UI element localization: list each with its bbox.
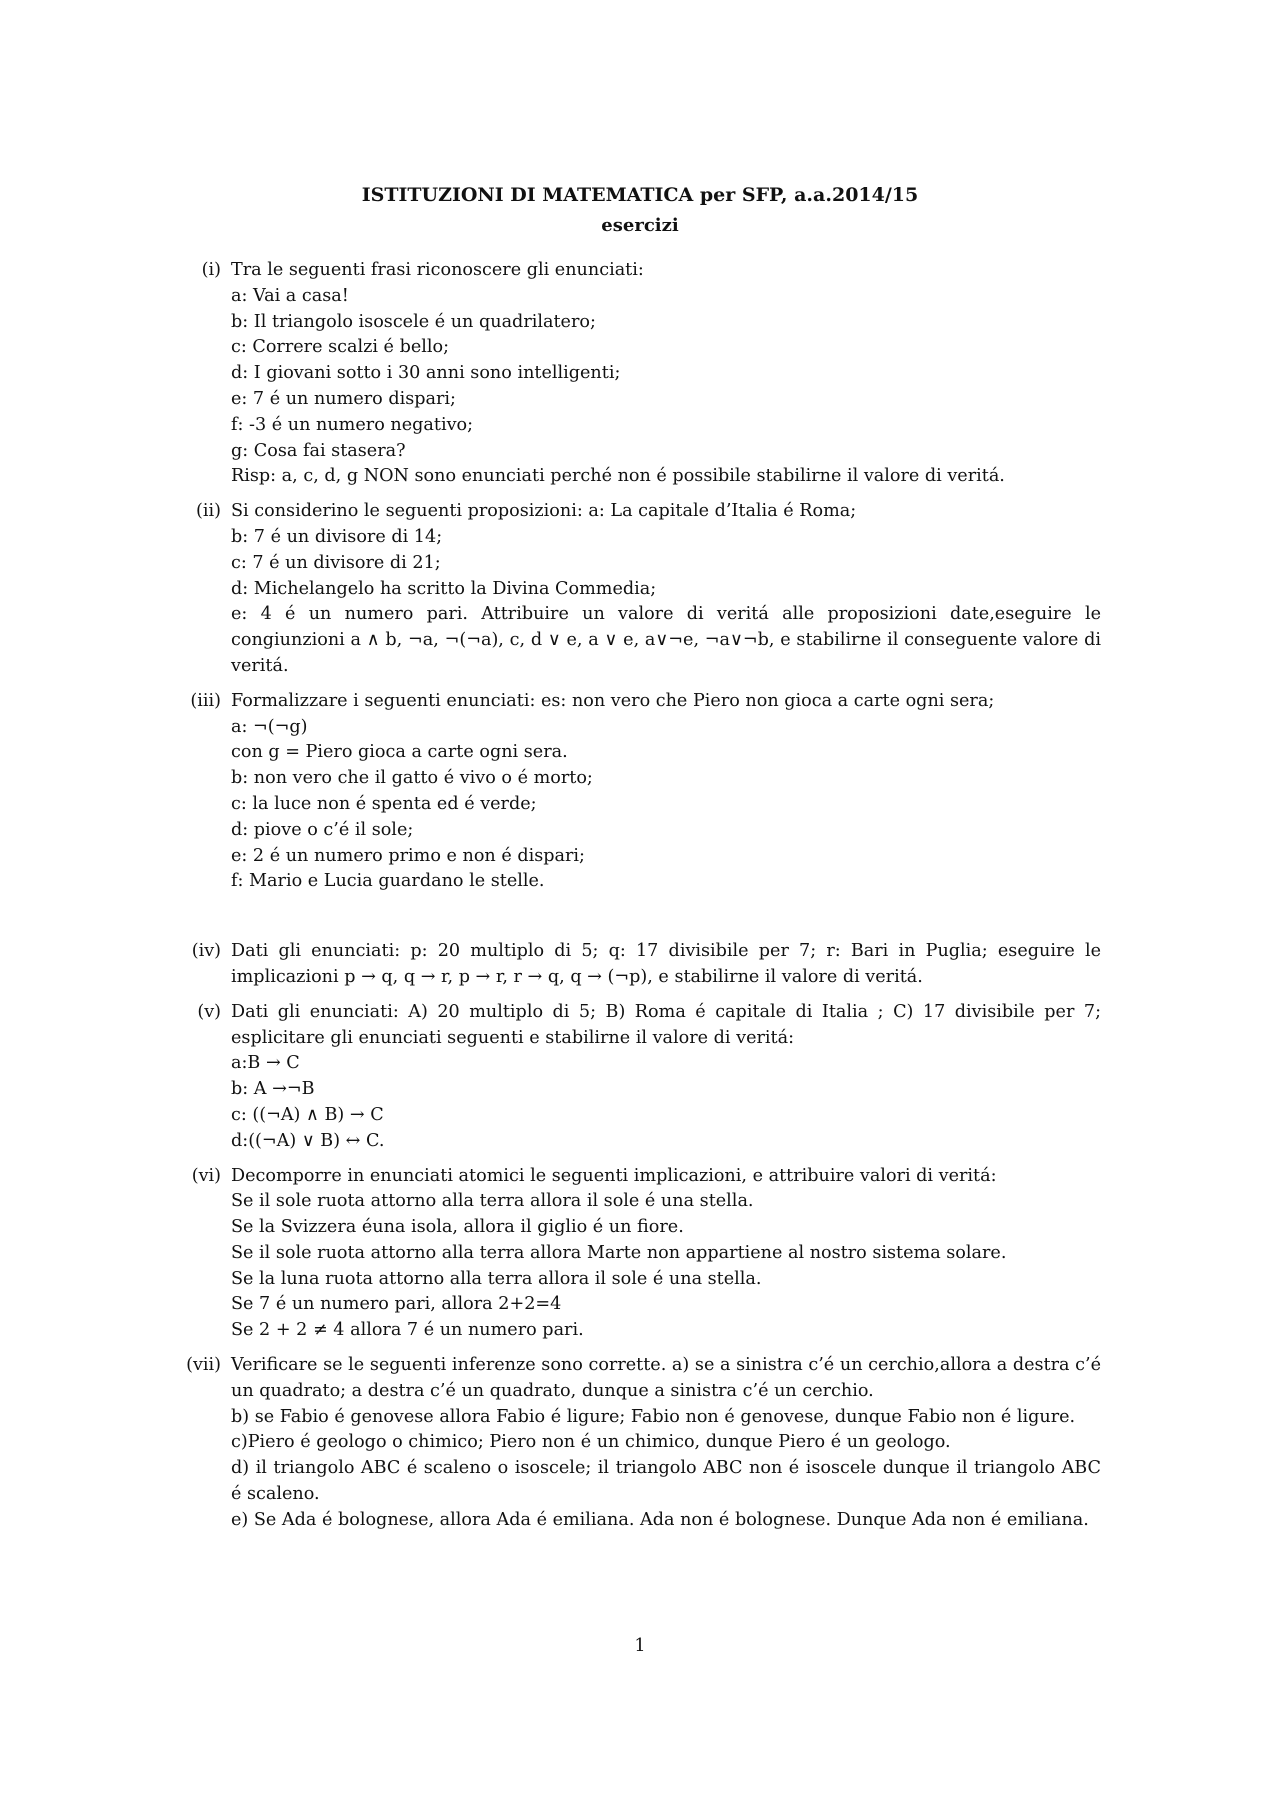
exercise-paragraph: Verificare se le seguenti inferenze sono corrette. a) se a sinistra c’é un cerchio,allora a destra c’é un quadrato; a destra c’é un quadrato, dunque a sinistra c’é un cerchio.	[231, 1355, 1101, 1401]
exercise-body	[231, 1353, 1101, 1534]
exercise-line: Decomporre in enunciati atomici le seguenti implicazioni, e attribuire valori di veritá:	[231, 1165, 997, 1186]
exercise-line: c: ((¬A) ∧ B) → C	[231, 1104, 384, 1125]
exercise-number: (ii)	[196, 501, 221, 522]
exercise-i	[0, 258, 1280, 490]
document-title: ISTITUZIONI DI MATEMATICA per SFP, a.a.2014/15	[361, 184, 919, 206]
exercise-paragraph: e) Se Ada é bolognese, allora Ada é emiliana. Ada non é bolognese. Dunque Ada non é emiliana.	[231, 1509, 1089, 1530]
exercise-body	[231, 939, 1101, 991]
exercise-line: a:B → C	[231, 1053, 300, 1074]
exercise-line: b: 7 é un divisore di 14;	[231, 526, 443, 547]
exercise-v	[0, 1000, 1280, 1155]
exercise-line: c: Correre scalzi é bello;	[231, 337, 450, 358]
exercise-iii	[0, 689, 1280, 895]
exercise-number: (iv)	[191, 941, 221, 962]
exercise-paragraph: d) il triangolo ABC é scaleno o isoscele; il triangolo ABC non é isoscele dunque il triangolo ABC é scaleno.	[231, 1458, 1101, 1505]
exercise-body	[231, 499, 1101, 680]
exercise-line: d: Michelangelo ha scritto la Divina Commedia;	[231, 578, 657, 599]
exercise-line: g: Cosa fai stasera?	[231, 440, 406, 461]
exercise-number: (iii)	[190, 690, 221, 711]
exercise-line: b: Il triangolo isoscele é un quadrilatero;	[231, 311, 596, 332]
exercise-answer: Risp: a, c, d, g NON sono enunciati perché non é possibile stabilirne il valore di veritá.	[231, 466, 1005, 487]
exercise-line: c: la luce non é spenta ed é verde;	[231, 793, 537, 814]
exercise-body	[231, 258, 1101, 490]
exercise-line: Se 7 é un numero pari, allora 2+2=4	[231, 1294, 562, 1315]
exercise-line: con g = Piero gioca a carte ogni sera.	[231, 742, 568, 763]
exercise-body	[231, 1000, 1101, 1155]
exercise-paragraph: b) se Fabio é genovese allora Fabio é ligure; Fabio non é genovese, dunque Fabio non é ligure.	[231, 1406, 1076, 1427]
exercise-number: (vii)	[186, 1355, 221, 1376]
exercise-ii	[0, 499, 1280, 680]
exercise-paragraph: Dati gli enunciati: A) 20 multiplo di 5; B) Roma é capitale di Italia ; C) 17 divisibile per 7; esplicitare gli enunciati seguenti e stabilirne il valore di veritá:	[231, 1001, 1101, 1048]
exercise-line: f: -3 é un numero negativo;	[231, 414, 474, 435]
exercise-iv	[0, 939, 1280, 991]
exercise-line: Tra le seguenti frasi riconoscere gli enunciati:	[231, 260, 644, 280]
exercise-body	[231, 689, 1101, 895]
exercise-list	[0, 258, 1280, 1534]
exercise-line: Se il sole ruota attorno alla terra allora Marte non appartiene al nostro sistema solare.	[231, 1242, 1007, 1263]
exercise-vii	[0, 1353, 1280, 1534]
exercise-line: c: 7 é un divisore di 21;	[231, 552, 441, 573]
exercise-paragraph: e: 4 é un numero pari. Attribuire un valore di veritá alle proposizioni date,eseguire le congiunzioni a ∧ b, ¬a, ¬(¬a), c, d ∨ e, a ∨ e, a∨¬e, ¬a∨¬b, e stabilirne il conseguente valore di veritá.	[231, 604, 1101, 676]
exercise-line: Se la luna ruota attorno alla terra allora il sole é una stella.	[231, 1268, 762, 1289]
exercise-line: d: piove o c’é il sole;	[231, 819, 414, 840]
page-number: 1	[634, 1636, 646, 1656]
exercise-line: e: 2 é un numero primo e non é dispari;	[231, 845, 585, 866]
exercise-line: Se la Svizzera éuna isola, allora il giglio é un fiore.	[231, 1217, 684, 1238]
exercise-line: d: I giovani sotto i 30 anni sono intelligenti;	[231, 363, 621, 384]
exercise-line: a: ¬(¬g)	[231, 716, 308, 737]
document-subtitle: esercizi	[601, 215, 679, 236]
exercise-number: (v)	[197, 1001, 221, 1022]
exercise-line: Si considerino le seguenti proposizioni: a: La capitale d’Italia é Roma;	[231, 501, 857, 522]
exercise-body	[231, 1164, 1101, 1345]
exercise-line: f: Mario e Lucia guardano le stelle.	[231, 871, 545, 892]
exercise-line: e: 7 é un numero dispari;	[231, 388, 456, 409]
exercise-number: (vi)	[191, 1165, 221, 1186]
exercise-line: Formalizzare i seguenti enunciati: es: non vero che Piero non gioca a carte ogni sera;	[231, 690, 995, 711]
exercise-line: Se 2 + 2 ≠ 4 allora 7 é un numero pari.	[231, 1320, 584, 1341]
exercise-line: b: A →¬B	[231, 1079, 315, 1100]
exercise-paragraph: c)Piero é geologo o chimico; Piero non é un chimico, dunque Piero é un geologo.	[231, 1432, 951, 1453]
exercise-line: Se il sole ruota attorno alla terra allora il sole é una stella.	[231, 1191, 754, 1212]
exercise-number: (i)	[201, 260, 221, 280]
exercise-line: b: non vero che il gatto é vivo o é morto;	[231, 768, 593, 789]
exercise-line: d:((¬A) ∨ B) ↔ C.	[231, 1130, 385, 1151]
exercise-paragraph: Dati gli enunciati: p: 20 multiplo di 5; q: 17 divisibile per 7; r: Bari in Puglia; eseguire le implicazioni p → q, q → r, p → r, r → q, q → (¬p), e stabilirne il valore di veritá.	[231, 941, 1101, 987]
exercise-vi	[0, 1164, 1280, 1345]
exercise-line: a: Vai a casa!	[231, 285, 349, 306]
